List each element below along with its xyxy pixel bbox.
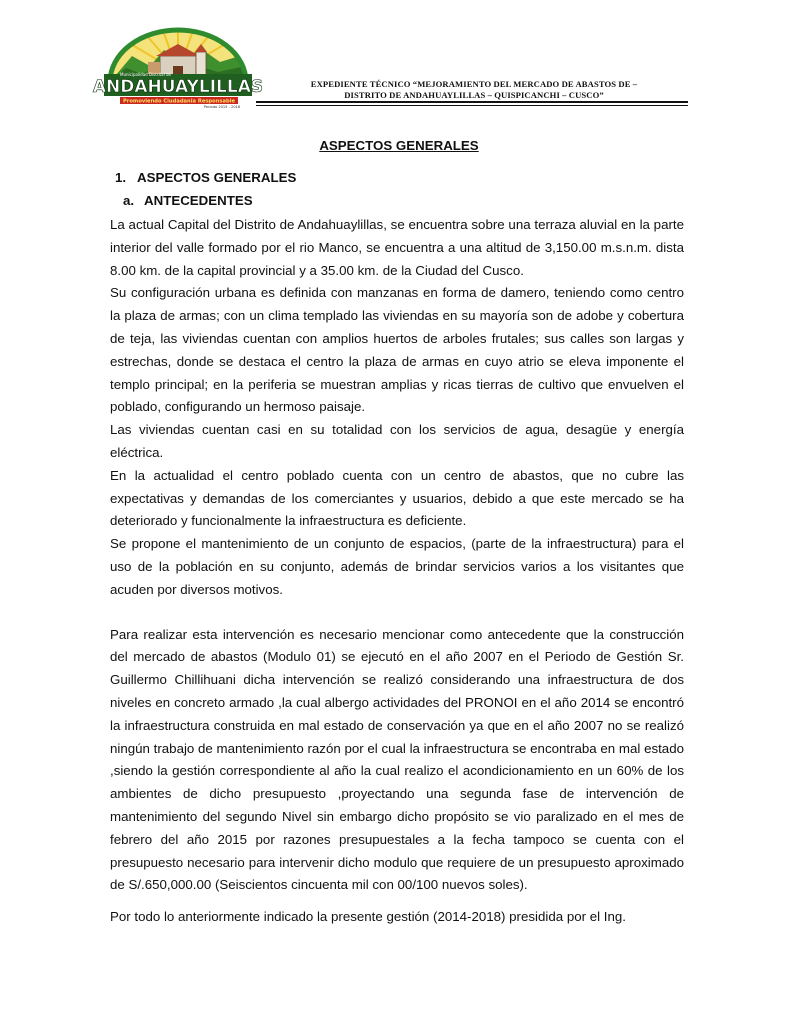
paragraph-proposal: Se propone el mantenimiento de un conjunto de espacios, (parte de la infraestructura) para el uso de la población en su conjunto, además de brindar servicios varios a los visitantes que acuden por diversos motivos.	[110, 536, 684, 597]
header-title	[258, 79, 690, 101]
document-body	[110, 214, 684, 929]
header-rule-thin	[256, 105, 688, 106]
logo-top-text: Municipalidad Distrital de	[120, 72, 171, 77]
section-label: ASPECTOS GENERALES	[137, 170, 297, 185]
paragraph-background: Para realizar esta intervención es necesario mencionar como antecedente que la construcción del mercado de abastos (Modulo 01) se ejecutó en el año 2007 en el Periodo de Gestión Sr. Guillermo Chillihuani dicha intervención se realizó considerando una infraestructura de dos niveles en concreto armado ,la cual albergo actividades del PRONOI en el año 2014 se encontró la infraestructura construida en mal estado de conservación ya que en el año 2007 no se realizó ningún trabajo de mantenimiento razón por el cual la infraestructura se encontraba en mal estado ,siendo la gestión correspondiente al año la cual realizo el acondicionamiento en un 60% de los ambientes de dicho presupuesto ,proyectando una segunda fase de intervención de mantenimiento del segundo Nivel sin embargo dicho propósito se vio paralizado en el mes de febrero del año 2015 por razones presupuestales a la fecha tampoco se cuenta con el presupuesto necesario para intervenir dicho modulo que requiere de un presupuesto aproximado de S/.650,000.00 (Seiscientos cincuenta mil con 00/100 nuevos soles).	[110, 626, 684, 893]
section-heading-1	[115, 170, 296, 185]
paragraph-urban-configuration: Su configuración urbana es definida con manzanas en forma de damero, teniendo como centro la plaza de armas; con un clima templado las viviendas en su mayoría son de adobe y cobertura de teja, las viviendas cuentan con amplios huertos de arboles frutales; sus calles son largas y estrechas, donde se destaca el centro la plaza de armas en cuyo atrio se eleva imponente el templo principal; en la periferia se muestran amplias y ricas tierras de cultivo que envuelven el poblado, configurando un hermoso paisaje.	[110, 285, 684, 415]
subsection-heading-a	[123, 193, 253, 208]
logo-emblem-icon	[92, 26, 264, 109]
paragraph-market-status: En la actualidad el centro poblado cuenta con un centro de abastos, que no cubre las expectativas y demandas de los comerciantes y usuarios, debido a que este mercado se ha deteriorado y funcionalmente la infraestructura es deficiente.	[110, 467, 684, 529]
subsection-label: ANTECEDENTES	[144, 193, 253, 208]
logo-period-text: Periodo 2015 - 2018	[203, 105, 241, 109]
document-title: ASPECTOS GENERALES	[319, 138, 479, 153]
paragraph-services: Las viviendas cuentan casi en su totalidad con los servicios de agua, desagüe y energía eléctrica.	[110, 422, 684, 460]
section-number: 1.	[115, 170, 127, 185]
subsection-letter: a.	[123, 193, 135, 208]
municipality-logo	[92, 26, 264, 109]
header-title-line2: DISTRITO DE ANDAHUAYLILLAS – QUISPICANCHI – CUSCO”	[344, 90, 604, 100]
paragraph-conclusion: Por todo lo anteriormente indicado la presente gestión (2014-2018) presidida por el Ing.	[110, 909, 626, 925]
logo-slogan-text: Promoviendo Ciudadania Responsable	[123, 98, 235, 105]
header-rule	[256, 101, 688, 103]
header-title-line1: EXPEDIENTE TÉCNICO “MEJORAMIENTO DEL MERCADO DE ABASTOS DE –	[310, 79, 638, 89]
logo-name-text: ANDAHUAYLILLAS	[92, 77, 264, 97]
paragraph-location: La actual Capital del Distrito de Andahuaylillas, se encuentra sobre una terraza aluvial en la parte interior del valle formado por el rio Manco, se encuentra a una altitud de 3,150.00 m.s.n.m. dista 8.00 km. de la capital provincial y a 35.00 km. de la Ciudad del Cusco.	[110, 217, 684, 278]
